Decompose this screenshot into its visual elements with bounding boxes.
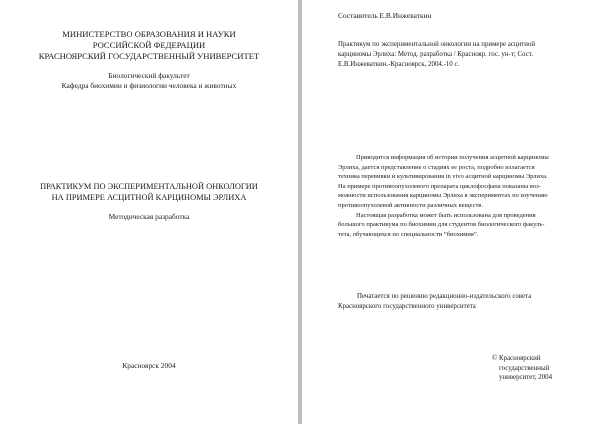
bibliographic-record bbox=[338, 40, 566, 69]
copyright-notice bbox=[492, 354, 552, 383]
copyright-line: государственный bbox=[499, 364, 550, 372]
biblio-line: Практикум по экспериментальной онкологии на примере асцитной bbox=[338, 41, 536, 48]
biblio-line: Е.В.Инжеваткин.-Красноярск, 2004.-10 с. bbox=[338, 60, 460, 68]
title-line: НА ПРИМЕРЕ АСЦИТНОЙ КАРЦИНОМЫ ЭРЛИХА bbox=[51, 192, 247, 202]
title-page bbox=[0, 0, 298, 424]
abstract-line: можности использования карциномы Эрлиха в экспериментах по изучению bbox=[338, 192, 548, 200]
ministry-header bbox=[0, 29, 298, 62]
department-name: Кафедра биохимии и физиологии человека и животных bbox=[61, 81, 237, 90]
abstract-line: Приводится информация об истории получения асцитной карциномы bbox=[356, 154, 549, 161]
approval-line: Печатается по решению редакционно-издательского совета bbox=[357, 293, 532, 300]
document-subtitle: Методическая разработка bbox=[108, 212, 190, 221]
city-year: Красноярск 2004 bbox=[122, 361, 176, 370]
approval-line: Красноярского государственного университета bbox=[338, 302, 476, 310]
abstract-line: большого практикума по биохимии для студентов биологического факуль- bbox=[338, 221, 545, 229]
imprint-page bbox=[302, 0, 600, 424]
copyright-line: университет, 2004 bbox=[499, 374, 553, 382]
abstract-line: Эрлиха, дается представление о стадиях ее роста, подробно излагается bbox=[338, 163, 535, 171]
publication-approval bbox=[338, 292, 531, 311]
title-line: ПРАКТИКУМ ПО ЭКСПЕРИМЕНТАЛЬНОЙ ОНКОЛОГИИ bbox=[40, 182, 258, 191]
document-title bbox=[0, 182, 298, 203]
abstract-line: тета, обучающихся по специальности “биохимия”. bbox=[338, 230, 479, 238]
biblio-line: карциномы Эрлиха: Метод. разработка / Краснояр. гос. ун-т; Сост. bbox=[338, 50, 533, 58]
abstract-line: противоопухолевой активности различных веществ. bbox=[338, 201, 484, 209]
abstract-line: Настоящая разработка может быть использована для проведения bbox=[356, 211, 536, 219]
copyright-line: © Красноярский bbox=[492, 355, 541, 362]
compiler-line: Составитель Е.В.Инжеваткин bbox=[338, 11, 432, 20]
faculty-name: Биологический факультет bbox=[108, 71, 190, 80]
abstract-line: техника перевивки и культивирования in vivo асцитной карциномы Эрлиха. bbox=[338, 173, 548, 181]
ministry-line: РОССИЙСКОЙ ФЕДЕРАЦИИ bbox=[92, 40, 206, 50]
abstract bbox=[338, 153, 568, 239]
abstract-line: На примере противоопухолевого препарата циклофосфана показаны воз- bbox=[338, 182, 541, 190]
faculty-block bbox=[0, 71, 298, 91]
university-name: КРАСНОЯРСКИЙ ГОСУДАРСТВЕННЫЙ УНИВЕРСИТЕТ bbox=[38, 51, 260, 61]
ministry-line: МИНИСТЕРСТВО ОБРАЗОВАНИЯ И НАУКИ bbox=[62, 29, 236, 39]
